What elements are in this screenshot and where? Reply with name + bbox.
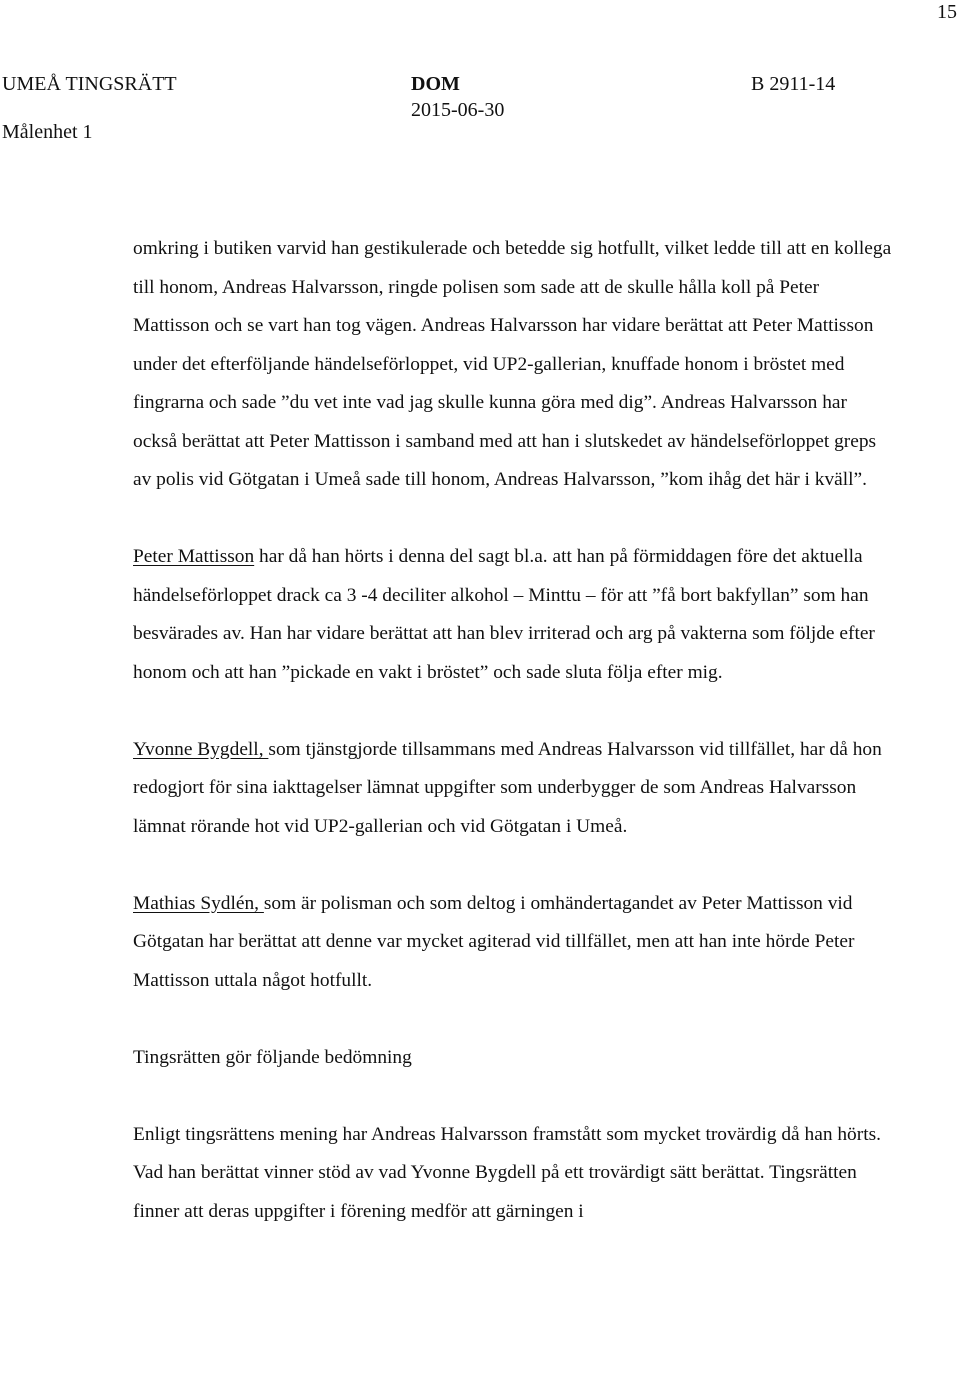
paragraph-assessment: Enligt tingsrättens mening har Andreas Halvarsson framstått som mycket trovärdig då han hörts. Vad han berättat vinner stöd av vad Yvonne Bygdell på ett trovärdigt sätt berättat. Tingsrätten finner att deras uppgifter i förening medför att gärningen i [133, 1123, 881, 1222]
paragraph-testimony-halvarsson: omkring i butiken varvid han gestikulerade och betedde sig hotfullt, vilket ledde till att en kollega till honom, Andreas Halvarsson, ringde polisen som sade att de skulle hålla koll på Peter Mattisson och se vart han tog vägen. Andreas Halvarsson har vidare berättat att Peter Mattisson under det efterföljande händelseförloppet, vid UP2-gallerian, knuffade honom i bröstet med fingrarna och sade ”du vet inte vad jag skulle kunna göra med dig”. Andreas Halvarsson har också berättat att Peter Mattisson i samband med att han i slutskedet av händelseförloppet greps av polis vid Götgatan i Umeå sade till honom, Andreas Halvarsson, ”kom ihåg det här i kväll”. [133, 238, 892, 490]
document-type: DOM [411, 73, 460, 95]
paragraph-testimony-sydlen [133, 885, 893, 1001]
court-name: UMEÅ TINGSRÄTT [2, 73, 177, 95]
page-number: 15 [937, 1, 957, 23]
document-body [133, 230, 893, 1231]
paragraph-testimony-mattisson [133, 538, 893, 692]
paragraph-text: har då han hörts i denna del sagt bl.a. att han på förmiddagen före det aktuella händelseförloppet drack ca 3 -4 deciliter alkohol – Minttu – för att ”få bort bakfyllan” som han besvärades av. Han har vidare berättat att han blev irriterad och arg på vakterna som följde efter honom och att han ”pickade en vakt i bröstet” och sade sluta följa efter mig. [133, 546, 875, 683]
paragraph-text: som är polisman och som deltog i omhändertagandet av Peter Mattisson vid Götgatan har berättat att denne var mycket agiterad vid tillfället, men att han inte hörde Peter Mattisson uttala något hotfullt. [133, 892, 855, 991]
paragraph-testimony-bygdell [133, 731, 893, 847]
document-date: 2015-06-30 [411, 99, 505, 121]
section-heading: Tingsrätten gör följande bedömning [133, 1046, 412, 1068]
case-number: B 2911-14 [751, 73, 836, 95]
court-unit: Målenhet 1 [2, 121, 93, 143]
paragraph-text: som tjänstgjorde tillsammans med Andreas Halvarsson vid tillfället, har då hon redogjort för sina iakttagelser lämnat uppgifter som underbygger de som Andreas Halvarsson lämnat rörande hot vid UP2-gallerian och vid Götgatan i Umeå. [133, 738, 882, 837]
witness-name: Mathias Sydlén, [133, 892, 264, 914]
witness-name: Yvonne Bygdell, [133, 738, 269, 760]
witness-name: Peter Mattisson [133, 546, 255, 567]
